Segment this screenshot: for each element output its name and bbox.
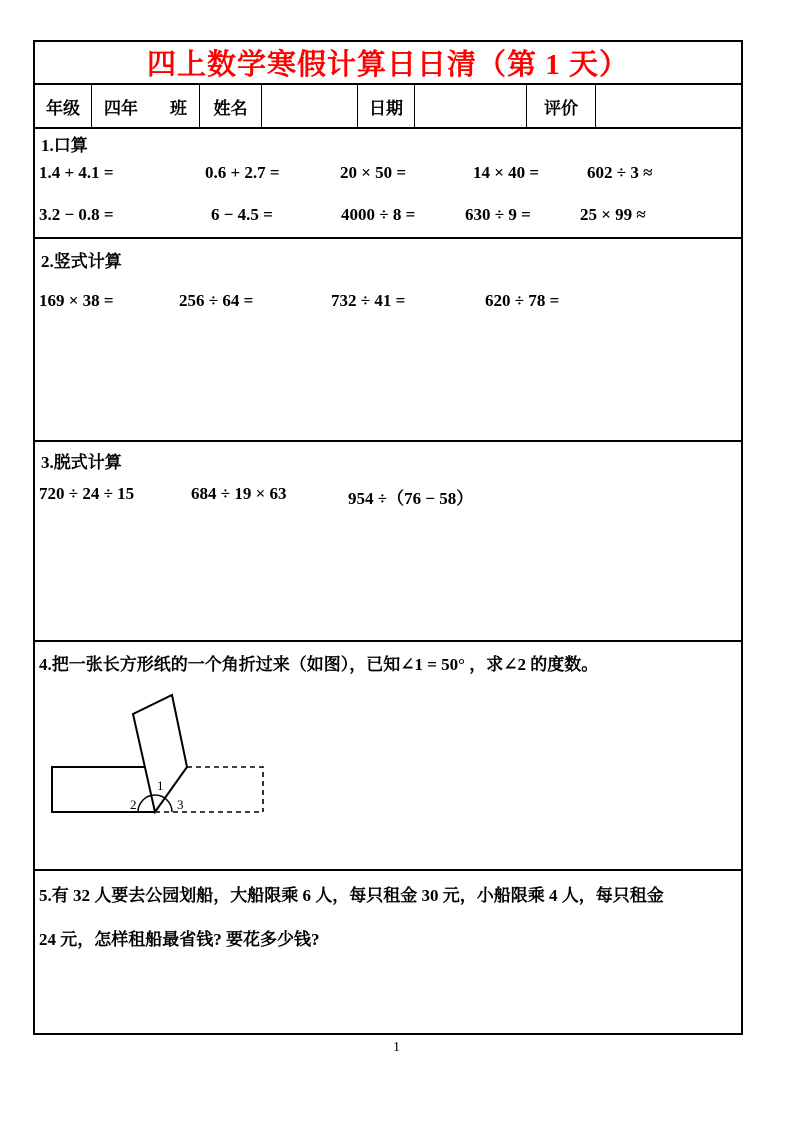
- grade-label-cell: [35, 85, 92, 127]
- problem-text: 4.把一张长方形纸的一个角折过来（如图），已知∠1 = 50° ，求∠2 的度数。: [39, 655, 599, 674]
- math-problem: 954 ÷（76 − 58）: [348, 489, 474, 508]
- math-problem: 20 × 50 =: [340, 163, 407, 182]
- math-problem: 602 ÷ 3 ≈: [587, 163, 653, 182]
- grade-value-cell: [92, 85, 200, 127]
- angle-label-1: 1: [157, 778, 164, 793]
- math-problem: 620 ÷ 78 =: [485, 291, 560, 310]
- math-problem: 0.6 + 2.7 =: [205, 163, 280, 182]
- page-title: 四上数学寒假计算日日清（第 1 天）: [146, 49, 629, 81]
- rectangle-dashed-top: [187, 767, 263, 812]
- math-problem: 25 × 99 ≈: [580, 205, 646, 224]
- name-label: 姓名: [213, 98, 248, 118]
- section-stepwise-calc: [35, 440, 741, 640]
- section-boat-problem: [35, 869, 741, 1033]
- math-problem: 4000 ÷ 8 =: [341, 205, 416, 224]
- grade-year: 四年: [104, 98, 138, 118]
- section-heading: 3.脱式计算: [41, 453, 122, 472]
- date-label-cell: [358, 85, 415, 127]
- folded-flap: [133, 695, 187, 812]
- eval-label-cell: [527, 85, 596, 127]
- eval-label: 评价: [544, 98, 578, 118]
- math-problem: 720 ÷ 24 ÷ 15: [39, 484, 135, 503]
- math-problem: 684 ÷ 19 × 63: [191, 484, 287, 503]
- math-problem: 3.2 − 0.8 =: [39, 205, 114, 224]
- section-heading: 2.竖式计算: [41, 252, 122, 271]
- math-problem: 14 × 40 =: [473, 163, 540, 182]
- math-problem: 732 ÷ 41 =: [331, 291, 406, 310]
- section-vertical-calc: [35, 237, 741, 440]
- grade-label: 年级: [46, 98, 80, 118]
- section-heading: 1.口算: [41, 136, 88, 155]
- section-fold-problem: [35, 640, 741, 869]
- title-row: [35, 42, 741, 83]
- section-oral-calc: [35, 127, 741, 237]
- name-field: [262, 85, 358, 127]
- math-problem: 169 × 38 =: [39, 291, 114, 310]
- math-problem: 256 ÷ 64 =: [179, 291, 254, 310]
- problem-text-line2: 24 元，怎样租船最省钱? 要花多少钱?: [39, 930, 320, 949]
- math-problem: 630 ÷ 9 =: [465, 205, 531, 224]
- math-problem: 6 − 4.5 =: [211, 205, 273, 224]
- problem-text-line1: 5.有 32 人要去公园划船，大船限乘 6 人，每只租金 30 元，小船限乘 4 人，每只租金: [39, 886, 664, 905]
- date-label: 日期: [369, 98, 403, 118]
- math-problem: 1.4 + 4.1 =: [39, 163, 114, 182]
- info-row: [35, 83, 741, 127]
- eval-field: [596, 85, 741, 127]
- date-field: [415, 85, 527, 127]
- grade-class: 班: [170, 98, 187, 118]
- fold-diagram: [45, 690, 275, 830]
- angle-label-3: 3: [177, 797, 184, 812]
- name-label-cell: [200, 85, 262, 127]
- angle-label-2: 2: [130, 797, 137, 812]
- worksheet-table: [33, 40, 743, 1035]
- page-number: 1: [393, 1040, 400, 1055]
